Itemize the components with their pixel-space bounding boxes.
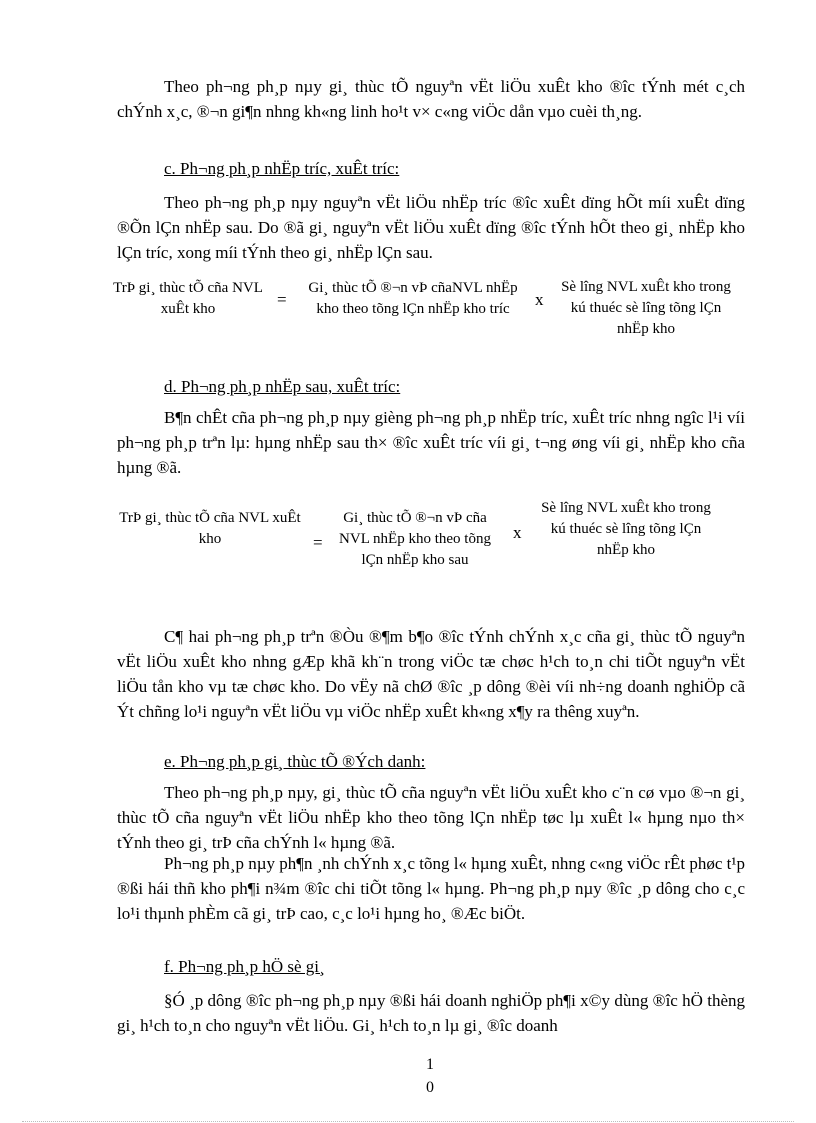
heading-price-coefficient: f. Ph¬ng ph¸p hÖ sè gi¸ bbox=[164, 957, 325, 976]
formula-fifo-middle: Gi¸ thùc tÕ ®¬n vÞ cñaNVL nhËp kho theo tõng lÇn nhËp kho tríc bbox=[308, 280, 518, 317]
paragraph-specific-identification: Theo ph¬ng ph¸p nµy, gi¸ thùc tÕ cña nguyªn vËt liÖu xuÊt kho c¨n cø vµo ®¬n gi¸ thùc tÕ cña nguyªn vËt liÖu nhËp kho theo tõng lÇn nhËp tøc lµ xuÊt l« hµng nµo th× tÝnh theo gi¸ trÞ cña chÝnh l« hµng ®ã. bbox=[117, 783, 745, 852]
paragraph-price-coefficient: §Ó ¸p dông ®îc ph¬ng ph¸p nµy ®ßi hái doanh nghiÖp ph¶i x©y dùng ®îc hÖ thèng gi¸ h¹ch to¸n cho nguyªn vËt liÖu. Gi¸ h¹ch to¸n lµ gi¸ ®îc doanh bbox=[117, 991, 745, 1035]
heading-specific-identification: e. Ph¬ng ph¸p gi¸ thùc tÕ ®Ých danh: bbox=[164, 752, 426, 771]
formula-fifo-right: Sè lîng NVL xuÊt kho trong kú thuéc sè lîng tõng lÇn nhËp kho bbox=[561, 279, 731, 337]
formula-lifo-left: TrÞ gi¸ thùc tÕ cña NVL xuÊt kho bbox=[119, 510, 301, 547]
formula-lifo-times: x bbox=[513, 523, 522, 542]
page-number-line-2: 0 bbox=[426, 1079, 434, 1096]
formula-fifo-equals: = bbox=[277, 290, 287, 309]
formula-fifo-times: x bbox=[535, 290, 544, 309]
paragraph-lifo: B¶n chÊt cña ph¬ng ph¸p nµy gièng ph¬ng ph¸p nhËp tríc, xuÊt tríc nhng ngîc l¹i víi ph¬ng ph¸p trªn lµ: hµng nhËp sau th× ®îc xuÊt tríc víi gi¸ t¬ng øng víi gi¸ nhËp kho cña hµng ®ã. bbox=[117, 408, 745, 477]
formula-lifo-middle: Gi¸ thùc tÕ ®¬n vÞ cña NVL nhËp kho theo tõng lÇn nhËp kho sau bbox=[339, 510, 491, 568]
formula-fifo-left: TrÞ gi¸ thùc tÕ cña NVL xuÊt kho bbox=[113, 280, 263, 317]
paragraph-fifo: Theo ph¬ng ph¸p nµy nguyªn vËt liÖu nhËp tríc ®îc xuÊt dïng hÕt míi xuÊt dïng ®Õn lÇn nhËp sau. Do ®ã gi¸ nguyªn vËt liÖu xuÊt dïng ®îc tÝnh hÕt theo gi¸ nhËp kho lÇn tríc, xong míi tÝnh theo gi¸ nhËp lÇn sau. bbox=[117, 193, 745, 262]
heading-fifo: c. Ph¬ng ph¸p nhËp tríc, xuÊt tríc: bbox=[164, 159, 400, 178]
heading-lifo: d. Ph¬ng ph¸p nhËp sau, xuÊt tríc: bbox=[164, 377, 401, 396]
formula-lifo-equals: = bbox=[313, 533, 323, 552]
paragraph-specific-identification-notes: Ph¬ng ph¸p nµy ph¶n ¸nh chÝnh x¸c tõng l« hµng xuÊt, nhng c«ng viÖc rÊt phøc t¹p ®ßi hái thñ kho ph¶i n¾m ®îc chi tiÕt tõng l« hµng. Ph¬ng ph¸p nµy ®îc ¸p dông cho c¸c lo¹i thµnh phÈm cã gi¸ trÞ cao, c¸c lo¹i hµng ho¸ ®Æc biÖt. bbox=[117, 854, 745, 923]
paragraph-weighted-average: Theo ph¬ng ph¸p nµy gi¸ thùc tÕ nguyªn vËt liÖu xuÊt kho ®îc tÝnh mét c¸ch chÝnh x¸c, ®¬n gi¶n nhng kh«ng linh ho¹t v× c«ng viÖc dån vµo cuèi th¸ng. bbox=[117, 77, 745, 121]
paragraph-comparison: C¶ hai ph¬ng ph¸p trªn ®Òu ®¶m b¶o ®îc tÝnh chÝnh x¸c cña gi¸ thùc tÕ nguyªn vËt liÖu xuÊt kho nhng gÆp khã kh¨n trong viÖc tæ chøc h¹ch to¸n chi tiÕt nguyªn vËt liÖu tån kho vµ tæ chøc kho. Do vËy nã chØ ®îc ¸p dông ®èi víi nh÷ng doanh nghiÖp cã Ýt chñng lo¹i nguyªn vËt liÖu vµ viÖc nhËp xuÊt kh«ng x¶y ra thêng xuyªn. bbox=[117, 627, 745, 721]
formula-lifo-right: Sè lîng NVL xuÊt kho trong kú thuéc sè lîng tõng lÇn nhËp kho bbox=[541, 500, 711, 558]
page-number-line-1: 1 bbox=[426, 1056, 434, 1073]
page-bottom-divider bbox=[22, 1121, 794, 1122]
